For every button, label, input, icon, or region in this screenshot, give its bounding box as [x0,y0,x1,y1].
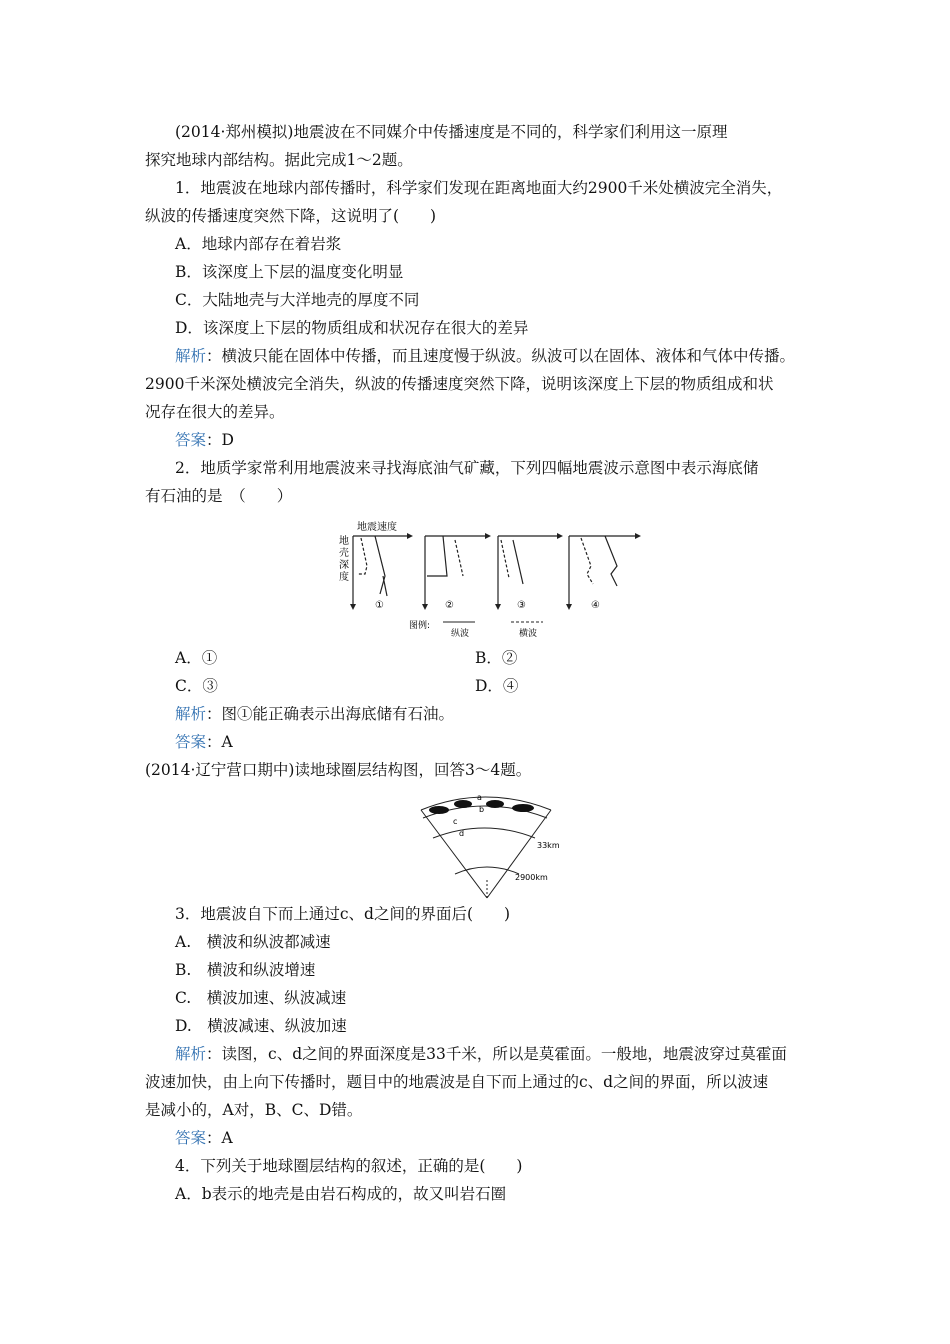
q1-analysis-2: 2900千米深处横波完全消失，纵波的传播速度突然下降，说明该深度上下层的物质组成和状 [145,375,774,393]
q2-option-a: A．① [175,649,218,667]
q2-analysis [175,704,454,724]
panel4-p-wave [605,536,617,586]
q3-analysis-text: ：读图，c、d之间的界面深度是33千米，所以是莫霍面。一般地，地震波穿过莫霍面 [206,1045,787,1063]
q1-option-d: D．该深度上下层的物质组成和状况存在很大的差异 [175,319,529,337]
q2-option-d: D．④ [475,677,519,695]
q2-analysis-label: 解析 [175,705,207,723]
fig-x-label: 地震速度 [357,522,397,533]
q1-answer-label: 答案 [175,431,207,449]
legend-p-label: 纵波 [451,629,470,639]
q3-answer-text: ：A [206,1129,233,1147]
panel3-s-wave [501,540,509,578]
panel1-s-wave [357,538,367,574]
fig-arrows [350,533,641,610]
q3-analysis-label: 解析 [175,1045,207,1063]
panel-label-3: ③ [517,600,526,611]
q3-analysis-1 [175,1044,787,1064]
q1-option-a: A．地球内部存在着岩浆 [175,235,342,253]
panel-label-4: ④ [591,600,600,611]
wedge-right-edge [487,810,551,898]
fig-y-char-2: 壳 [339,548,349,559]
arrow-3-y [495,604,501,610]
q4-option-a: A．b表示的地壳是由岩石构成的，故又叫岩石圈 [175,1185,507,1203]
q1-stem-1: 1．地震波在地球内部传播时，科学家们发现在距离地面大约2900千米处横波完全消失， [175,179,783,197]
depth-label-33km: 33km [537,841,560,850]
q3-stem: 3．地震波自下而上通过c、d之间的界面后( ) [175,905,511,923]
panel2-s-wave [455,540,463,576]
q1-analysis-label: 解析 [175,347,207,365]
q1-analysis-1 [175,346,795,366]
fig-y-label [339,534,349,583]
earth-layers-figure [415,788,565,900]
q3-answer-label: 答案 [175,1129,207,1147]
q3-option-d: D. 横波减速、纵波加速 [175,1017,347,1035]
panel-label-1: ① [375,600,384,611]
q2-analysis-text: ：图①能正确表示出海底储有石油。 [206,705,455,723]
q1-analysis-3: 况存在很大的差异。 [145,403,285,421]
q3-option-c: C. 横波加速、纵波减速 [175,989,347,1007]
q4-stem: 4．下列关于地球圈层结构的叙述，正确的是( ) [175,1157,523,1175]
arrow-2-x [485,533,491,539]
q3-option-a: A. 横波和纵波都减速 [175,933,331,951]
arc-moho [433,828,535,838]
fig-y-char-4: 度 [339,572,349,583]
q1-stem-2: 纵波的传播速度突然下降，这说明了( ) [145,207,437,225]
layer-label-c: c [453,817,458,826]
q1-analysis-text: ：横波只能在固体中传播，而且速度慢于纵波。纵波可以在固体、液体和气体中传播。 [206,347,796,365]
panel3-p-wave [513,540,523,584]
q2-answer-label: 答案 [175,733,207,751]
arrow-4-x [635,533,641,539]
intro-line-1: (2014·郑州模拟)地震波在不同媒介中传播速度是不同的，科学家们利用这一原理 [175,123,728,141]
seismic-wave-figure [335,516,655,640]
arrow-3-x [557,533,563,539]
q3-answer [175,1128,233,1148]
legend-s-label: 横波 [519,629,538,639]
q1-answer-text: ：D [206,431,234,449]
layer-label-b: b [479,805,485,814]
q1-option-b: B．该深度上下层的温度变化明显 [175,263,404,281]
layer-label-d: d [459,829,465,838]
land-mass-2 [454,800,472,808]
intro-line-2: 探究地球内部结构。据此完成1～2题。 [145,151,413,169]
panel1-p-wave [375,536,385,594]
q3-option-b: B. 横波和纵波增速 [175,961,316,979]
arrow-1-x [407,533,413,539]
intro2-line: (2014·辽宁营口期中)读地球圈层结构图，回答3～4题。 [145,761,532,779]
q2-option-c: C．③ [175,677,218,695]
land-mass-4 [512,804,534,812]
panel-label-2: ② [445,600,454,611]
q2-stem-2: 有石油的是 （ ） [145,487,293,505]
q2-answer [175,732,233,752]
layer-label-a: a [477,793,482,802]
fig-panels [353,536,635,604]
depth-label-2900km: 2900km [515,873,548,882]
q1-answer [175,430,234,450]
q2-stem-1: 2．地质学家常利用地震波来寻找海底油气矿藏，下列四幅地震波示意图中表示海底储 [175,459,759,477]
q2-option-b: B．② [475,649,518,667]
q2-answer-text: ：A [206,733,233,751]
arrow-4-y [566,604,572,610]
panel1-p-wave-lower [383,576,387,596]
panel4-s-wave [581,538,593,584]
q3-analysis-3: 是减小的，A对，B、C、D错。 [145,1101,363,1119]
land-mass-3 [486,800,504,808]
fig-y-char-1: 地 [339,536,349,547]
q1-option-c: C．大陆地壳与大洋地壳的厚度不同 [175,291,420,309]
arrow-2-y [422,604,428,610]
q3-analysis-2: 波速加快，由上向下传播时，题目中的地震波是自下而上通过的c、d之间的界面，所以波速 [145,1073,769,1091]
land-mass-1 [429,806,449,814]
panel2-p-wave [427,536,447,576]
legend-title: 图例: [409,621,431,631]
arrow-1-y [350,604,356,610]
fig-y-char-3: 深 [339,560,349,571]
